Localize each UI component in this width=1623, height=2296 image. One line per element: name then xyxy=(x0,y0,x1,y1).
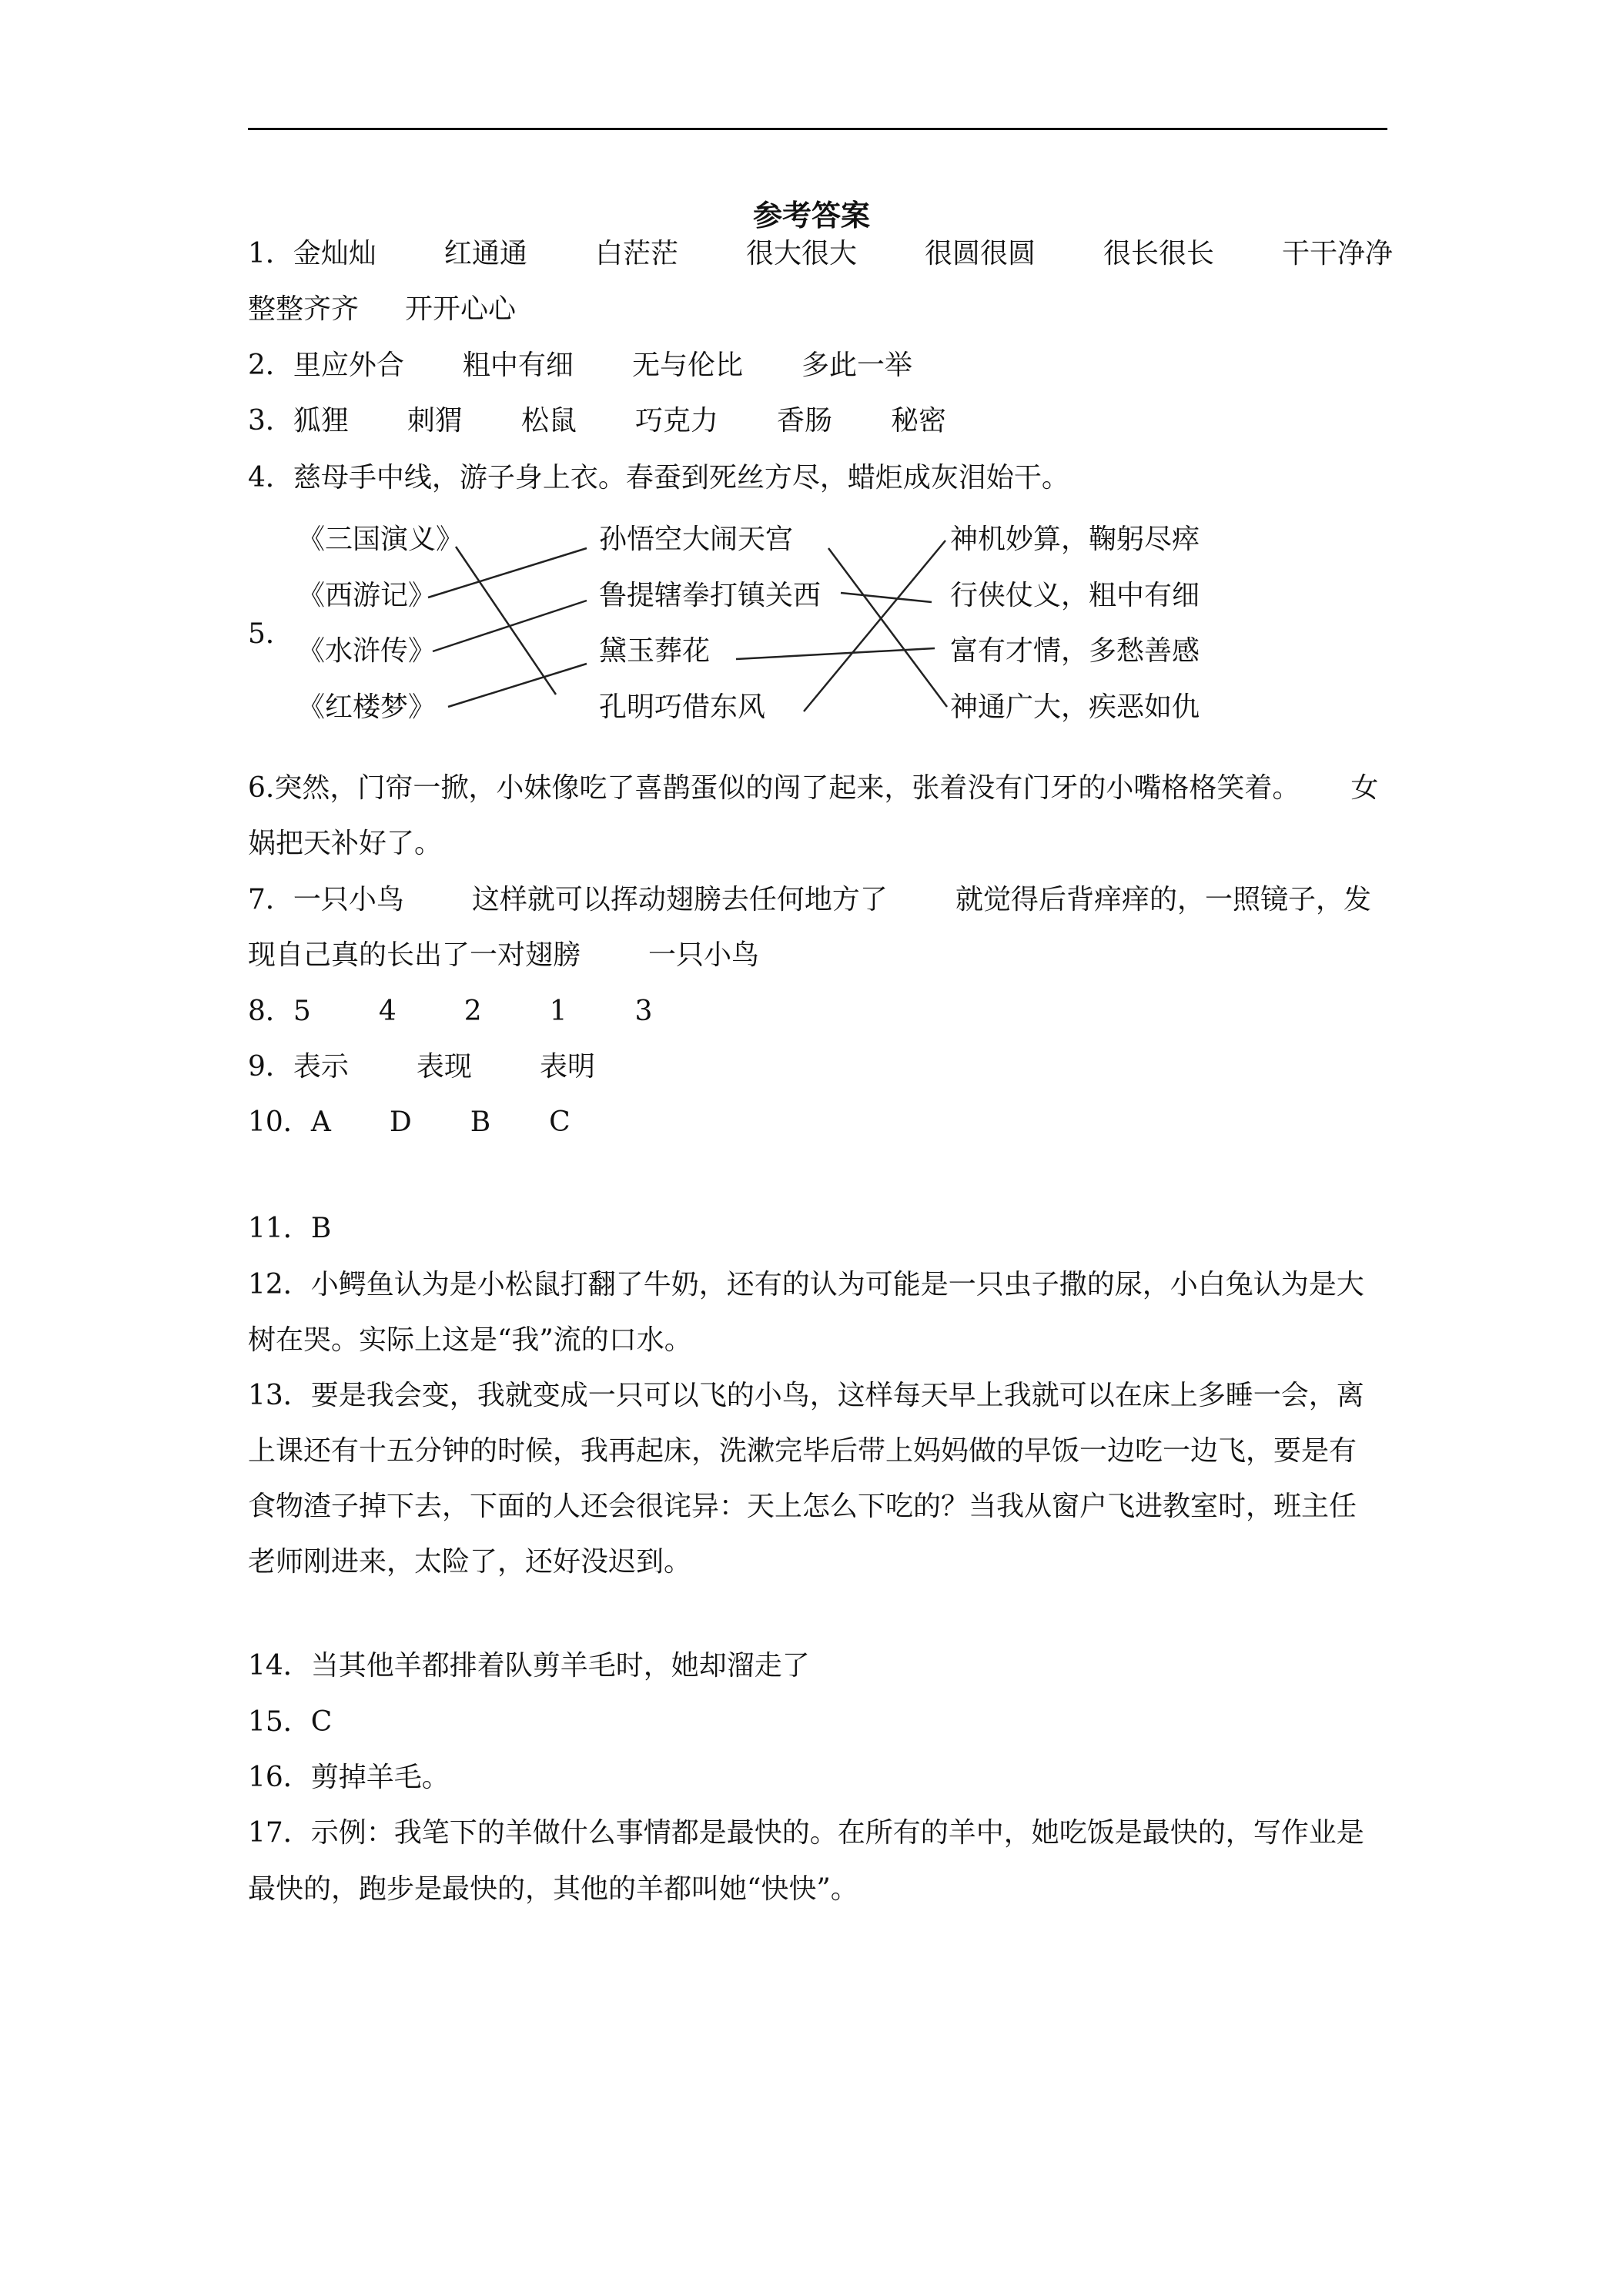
answer-word: 表明 xyxy=(539,1051,595,1083)
answer-9 xyxy=(248,1044,595,1090)
answer-7-line-2 xyxy=(248,932,759,979)
answer-value: 1 xyxy=(549,996,567,1027)
answer-number: 11． xyxy=(248,1213,311,1244)
story-title: 鲁提辖拳打镇关西 xyxy=(599,580,822,611)
answer-number: 10． xyxy=(248,1106,311,1138)
answer-number: 7． xyxy=(248,884,293,915)
match-line xyxy=(428,548,587,597)
answer-word: 很圆很圆 xyxy=(924,238,1036,269)
answer-text: 一只小鸟 xyxy=(293,884,404,915)
answer-value: 3 xyxy=(634,996,653,1027)
answer-text: 一只小鸟 xyxy=(648,939,760,971)
answer-number: 1． xyxy=(248,238,293,269)
answer-word: 多此一举 xyxy=(801,350,912,381)
answer-10 xyxy=(248,1099,571,1146)
match-line xyxy=(828,548,947,707)
answer-word: 很大很大 xyxy=(745,238,857,269)
answer-text: 就觉得后背痒痒的，一照镜子，发 xyxy=(955,884,1371,915)
answer-7-line-1 xyxy=(248,877,1371,923)
answer-word: 表示 xyxy=(293,1051,349,1083)
character-trait: 行侠仗义，粗中有细 xyxy=(950,580,1200,611)
answer-word: 松鼠 xyxy=(520,405,577,437)
answer-text: 6.突然，门帘一掀，小妹像吃了喜鹊蛋似的闯了起来，张着没有门牙的小嘴格格笑着。 xyxy=(248,772,1300,804)
answer-word: 巧克力 xyxy=(634,405,718,437)
answer-value: A xyxy=(310,1106,331,1138)
answer-number: 9． xyxy=(248,1051,293,1083)
page-title: 参考答案 xyxy=(752,199,870,233)
answer-word: 红通通 xyxy=(443,238,527,269)
answer-13-line-1: 13．要是我会变，我就变成一只可以飞的小鸟，这样每天早上我就可以在床上多睡一会，离 xyxy=(248,1380,1364,1411)
answer-text: 女 xyxy=(1350,772,1379,804)
answer-17-line-1: 17．示例：我笔下的羊做什么事情都是最快的。在所有的羊中，她吃饭是最快的，写作业是 xyxy=(248,1817,1364,1849)
book-title: 《西游记》 xyxy=(297,580,437,611)
answer-value: B xyxy=(470,1106,491,1138)
answer-number: 8． xyxy=(248,996,293,1027)
answer-text: 慈母手中线，游子身上衣。春蚕到死丝方尽，蜡炬成灰泪始干。 xyxy=(293,462,1069,494)
answer-value: D xyxy=(389,1106,412,1138)
answer-word: 秘密 xyxy=(890,405,946,437)
story-title: 孔明巧借东风 xyxy=(599,691,766,723)
answer-text: 现自己真的长出了一对翅膀 xyxy=(248,939,581,971)
book-title: 《三国演义》 xyxy=(297,524,464,555)
answer-word: 开开心心 xyxy=(405,293,517,325)
answer-14: 14．当其他羊都排着队剪羊毛时，她却溜走了 xyxy=(248,1650,810,1682)
character-trait: 富有才情，多愁善感 xyxy=(950,635,1200,667)
answer-11 xyxy=(248,1206,331,1252)
answer-value: 2 xyxy=(463,996,482,1027)
answer-number: 3． xyxy=(248,405,293,437)
answer-17-line-2: 最快的，跑步是最快的，其他的羊都叫她“快快”。 xyxy=(248,1873,858,1905)
answer-number: 5． xyxy=(248,618,293,650)
answer-value: C xyxy=(549,1106,571,1138)
answer-12-line-2: 树在哭。实际上这是“我”流的口水。 xyxy=(248,1324,692,1356)
answer-word: 狐狸 xyxy=(293,405,349,437)
answer-number: 4． xyxy=(248,462,293,494)
story-title: 孙悟空大闹天宫 xyxy=(599,524,794,555)
answer-word: 里应外合 xyxy=(293,350,404,381)
answer-value: 5 xyxy=(293,996,311,1027)
answer-word: 粗中有细 xyxy=(462,350,574,381)
answer-12-line-1: 12．小鳄鱼认为是小松鼠打翻了牛奶，还有的认为可能是一只虫子撒的尿，小白兔认为是大 xyxy=(248,1269,1364,1300)
answer-6-line-1 xyxy=(248,765,1378,812)
answer-8 xyxy=(248,989,652,1035)
match-line xyxy=(448,664,587,707)
answer-value: B xyxy=(310,1213,332,1244)
book-title: 《红楼梦》 xyxy=(297,691,437,723)
answer-text: 这样就可以挥动翅膀去任何地方了 xyxy=(471,884,888,915)
answer-word: 很长很长 xyxy=(1103,238,1214,269)
answer-6-line-2: 娲把天补好了。 xyxy=(248,828,443,859)
answer-number: 2． xyxy=(248,350,293,381)
match-line xyxy=(736,648,935,659)
answer-13-line-3: 食物渣子掉下去，下面的人还会很诧异：天上怎么下吃的？当我从窗户飞进教室时，班主任 xyxy=(248,1491,1357,1522)
answer-15: 15．C xyxy=(248,1706,333,1738)
answer-word: 刺猬 xyxy=(407,405,463,437)
book-title: 《水浒传》 xyxy=(297,635,437,667)
answer-word: 无与伦比 xyxy=(631,350,743,381)
answer-word: 金灿灿 xyxy=(293,238,376,269)
answer-16: 16．剪掉羊毛。 xyxy=(248,1762,450,1793)
answer-value: 4 xyxy=(378,996,397,1027)
story-title: 黛玉葬花 xyxy=(599,635,711,667)
answer-13-line-4: 老师刚进来，太险了，还好没迟到。 xyxy=(248,1546,692,1578)
answer-word: 白茫茫 xyxy=(594,238,678,269)
answer-word: 整整齐齐 xyxy=(248,293,360,325)
answer-word: 香肠 xyxy=(776,405,832,437)
character-trait: 神通广大，疾恶如仇 xyxy=(950,691,1200,723)
match-line xyxy=(456,547,556,694)
answer-word: 干干净净 xyxy=(1282,238,1394,269)
answer-word: 表现 xyxy=(416,1051,472,1083)
character-trait: 神机妙算，鞠躬尽瘁 xyxy=(950,524,1200,555)
match-line xyxy=(804,541,945,711)
answer-13-line-2: 上课还有十五分钟的时候，我再起床，洗漱完毕后带上妈妈做的早饭一边吃一边飞，要是有 xyxy=(248,1435,1357,1467)
match-line xyxy=(433,601,587,651)
match-line xyxy=(841,593,932,602)
